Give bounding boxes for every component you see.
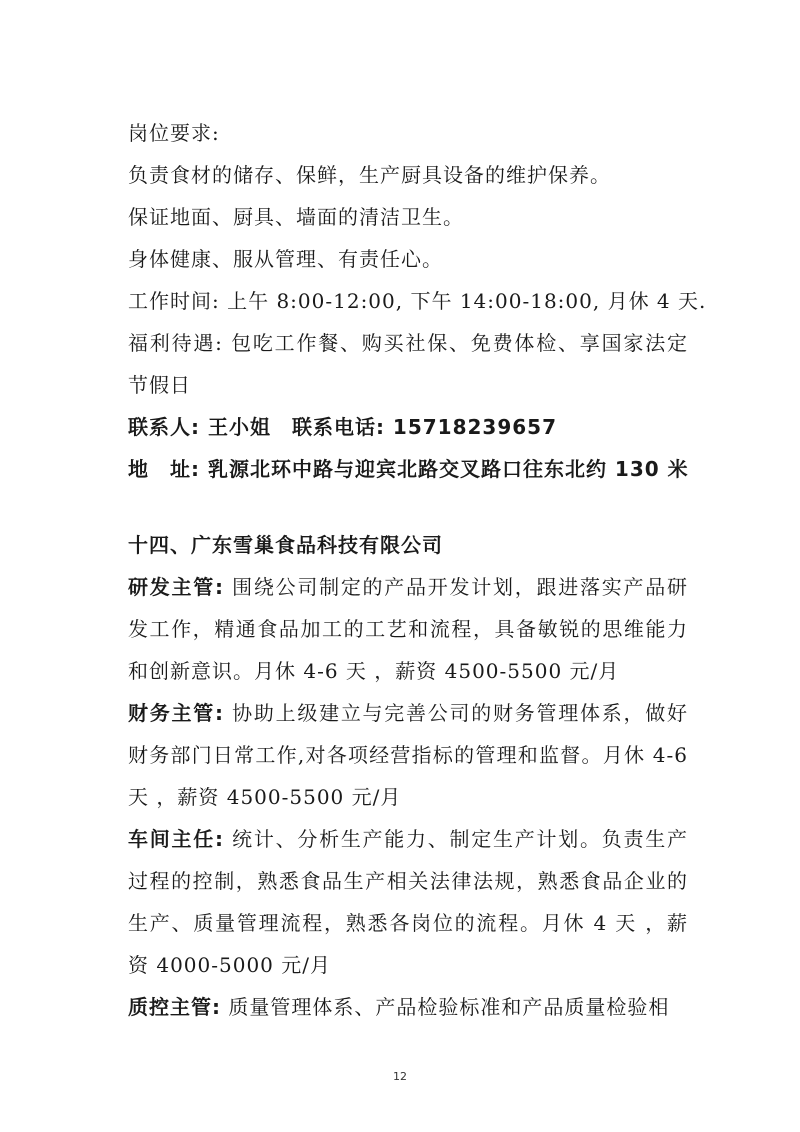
position-item <box>128 692 688 818</box>
work-hours-line: 工作时间: 上午 8:00-12:00, 下午 14:00-18:00, 月休 4 天. <box>128 289 707 313</box>
section-spacer <box>128 490 688 524</box>
position-label: 质控主管: <box>128 995 221 1019</box>
position-label: 财务主管: <box>128 701 224 725</box>
position-description: 质量管理体系、产品检验标准和产品质量检验相 <box>221 995 670 1019</box>
position-label: 研发主管: <box>128 575 224 599</box>
page-content <box>128 112 707 1028</box>
position-description: 围绕公司制定的产品开发计划，跟进落实产品研发工作，精通食品加工的工艺和流程，具备敏锐的思维能力和创新意识。月休 4-6 天 ，薪资 4500-5500 元/月 <box>128 575 688 683</box>
requirements-heading: 岗位要求: <box>128 121 220 145</box>
position-item <box>128 986 688 1028</box>
page-number: 12 <box>393 1070 407 1083</box>
address-line: 地 址: 乳源北环中路与迎宾北路交叉路口往东北约 130 米 <box>128 457 689 481</box>
contact-line: 联系人: 王小姐 联系电话: 15718239657 <box>128 415 557 439</box>
position-item <box>128 818 688 986</box>
requirement-line: 保证地面、厨具、墙面的清洁卫生。 <box>128 205 464 229</box>
benefits-line: 福利待遇: 包吃工作餐、购买社保、免费体检、享国家法定节假日 <box>128 331 688 397</box>
position-description: 协助上级建立与完善公司的财务管理体系，做好财务部门日常工作,对各项经营指标的管理和监督。月休 4-6 天 ，薪资 4500-5500 元/月 <box>128 701 688 809</box>
requirement-line: 身体健康、服从管理、有责任心。 <box>128 247 443 271</box>
company-title: 十四、广东雪巢食品科技有限公司 <box>128 533 443 557</box>
requirement-line: 负责食材的储存、保鲜，生产厨具设备的维护保养。 <box>128 163 611 187</box>
position-label: 车间主任: <box>128 827 224 851</box>
position-item <box>128 566 688 692</box>
position-description: 统计、分析生产能力、制定生产计划。负责生产过程的控制，熟悉食品生产相关法律法规，熟悉食品企业的生产、质量管理流程，熟悉各岗位的流程。月休 4 天 ，薪资 4000-5000 元/月 <box>128 827 688 977</box>
